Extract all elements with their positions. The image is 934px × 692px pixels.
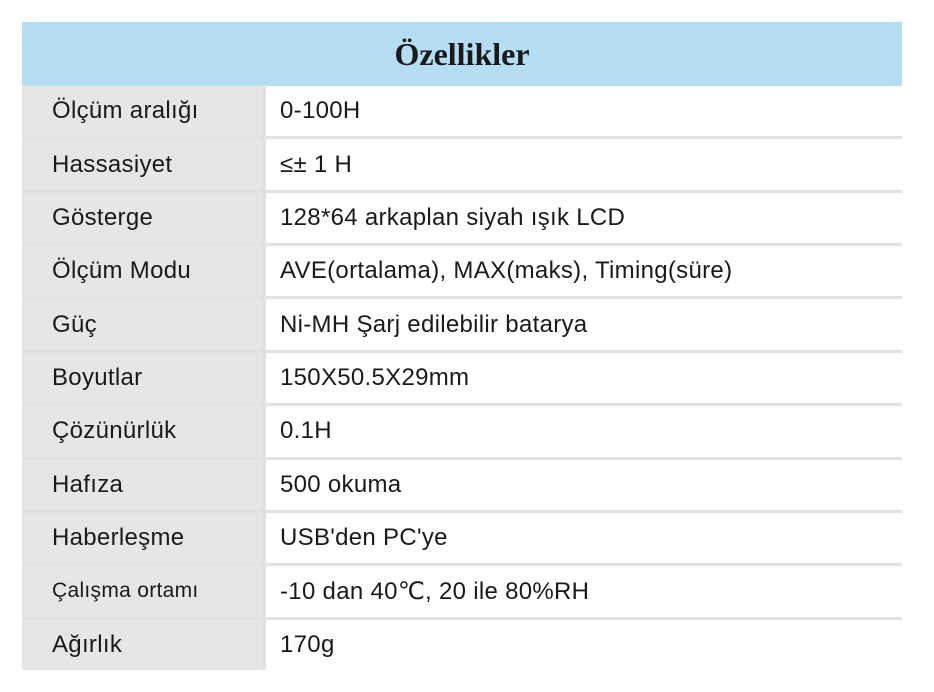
row-value: USB'den PC'ye — [266, 513, 902, 563]
row-value: 0-100H — [266, 86, 902, 136]
table-row — [22, 513, 902, 566]
row-label: Hafıza — [22, 460, 262, 510]
row-label: Hassasiyet — [22, 139, 262, 189]
table-body — [22, 86, 902, 670]
table-row — [22, 460, 902, 513]
table-row — [22, 246, 902, 299]
table-row — [22, 620, 902, 670]
row-label: Çözünürlük — [22, 406, 262, 456]
row-label: Ölçüm Modu — [22, 246, 262, 296]
table-row — [22, 193, 902, 246]
row-value: 0.1H — [266, 406, 902, 456]
row-label: Boyutlar — [22, 353, 262, 403]
row-value: 170g — [266, 620, 902, 670]
row-label: Ağırlık — [22, 620, 262, 670]
specifications-table — [22, 22, 902, 670]
row-label: Gösterge — [22, 193, 262, 243]
table-row — [22, 566, 902, 619]
row-label: Haberleşme — [22, 513, 262, 563]
table-row — [22, 406, 902, 459]
row-value: 150X50.5X29mm — [266, 353, 902, 403]
row-label: Çalışma ortamı — [22, 566, 262, 616]
row-value: AVE(ortalama), MAX(maks), Timing(süre) — [266, 246, 902, 296]
table-row — [22, 86, 902, 139]
table-row — [22, 139, 902, 192]
row-value: -10 dan 40℃, 20 ile 80%RH — [266, 566, 902, 616]
row-value: 500 okuma — [266, 460, 902, 510]
row-value: ≤± 1 H — [266, 139, 902, 189]
table-row — [22, 353, 902, 406]
row-value: Ni-MH Şarj edilebilir batarya — [266, 299, 902, 349]
table-title: Özellikler — [22, 22, 902, 86]
table-row — [22, 299, 902, 352]
row-label: Ölçüm aralığı — [22, 86, 262, 136]
row-value: 128*64 arkaplan siyah ışık LCD — [266, 193, 902, 243]
row-label: Güç — [22, 299, 262, 349]
